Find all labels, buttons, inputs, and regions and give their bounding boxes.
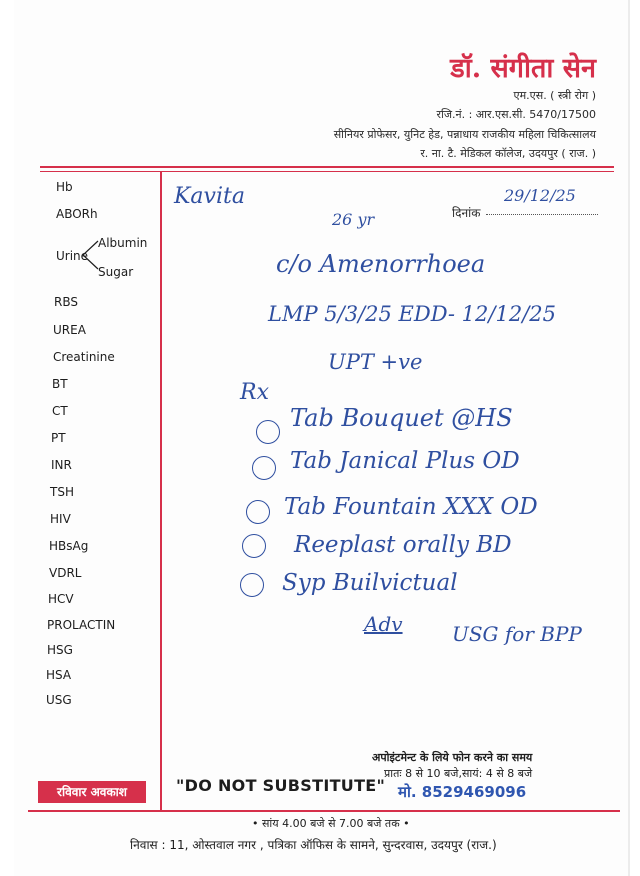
doctor-name: डॉ. संगीता सेन <box>450 53 596 84</box>
evening-timing: • सांय 4.00 बजे से 7.00 बजे तक • <box>252 817 410 830</box>
test-hsa: HSA <box>46 668 72 682</box>
urine-label: Urine <box>56 249 89 263</box>
test-hsg: HSG <box>47 643 73 657</box>
test-sugar: Sugar <box>98 265 134 279</box>
test-hbsag: HBsAg <box>49 539 89 553</box>
test-tsh: TSH <box>50 485 74 499</box>
doctor-designation: सीनियर प्रोफेसर, युनिट हेड, पन्नाधाय राजकीय महिला चिकित्सालय <box>333 128 596 141</box>
residence-address: निवास : 11, ओस्तवाल नगर , पत्रिका ऑफिस के सामने, सुन्दरवास, उदयपुर (राज.) <box>130 838 497 852</box>
lmp-edd: LMP 5/3/25 EDD- 12/12/25 <box>268 302 557 326</box>
test-aborh: ABORh <box>56 207 98 221</box>
test-ct: CT <box>52 404 68 418</box>
test-rbs: RBS <box>54 295 78 309</box>
date-dotted-line <box>486 214 598 215</box>
urine-bracket <box>80 238 100 272</box>
header-divider-thin <box>40 171 614 172</box>
test-hb: Hb <box>56 180 73 194</box>
test-inr: INR <box>51 458 72 472</box>
registration-number: रजि.नं. : आर.एस.सी. 5470/17500 <box>436 108 596 121</box>
item-number-circle-5 <box>240 573 264 597</box>
sunday-holiday-badge: रविवार अवकाश <box>38 781 146 803</box>
rx-item-4: Reeplast orally BD <box>294 532 512 558</box>
rx-item-3: Tab Fountain XXX OD <box>284 494 538 520</box>
phone-number: मो. 8529469096 <box>398 783 527 801</box>
advice-text: USG for BPP <box>452 622 582 646</box>
date-label: दिनांक <box>452 206 481 220</box>
test-hcv: HCV <box>48 592 74 606</box>
rx-item-5: Syp Builvictual <box>282 570 458 596</box>
rx-symbol: Rx <box>240 380 269 405</box>
item-number-circle-1 <box>256 420 280 444</box>
test-bt: BT <box>52 377 68 391</box>
do-not-substitute: "DO NOT SUBSTITUTE" <box>176 776 386 795</box>
chief-complaint: c/o Amenorrhoea <box>276 250 486 278</box>
test-urea: UREA <box>53 323 86 337</box>
item-number-circle-4 <box>242 534 266 558</box>
appointment-title: अपोइंटमेन्ट के लिये फोन करने का समय <box>372 751 533 764</box>
sidebar-divider <box>160 172 162 812</box>
doctor-qualification: एम.एस. ( स्त्री रोग ) <box>513 89 596 102</box>
patient-name: Kavita <box>174 184 245 209</box>
college-name: र. ना. टै. मेडिकल कॉलेज, उदयपुर ( राज. ) <box>420 147 596 160</box>
appointment-hours: प्रातः 8 से 10 बजे,सायं: 4 से 8 बजे <box>384 767 533 780</box>
item-number-circle-3 <box>246 500 270 524</box>
advice-label: Adv <box>364 612 403 636</box>
test-creatinine: Creatinine <box>53 350 115 364</box>
upt-result: UPT +ve <box>328 350 423 374</box>
rx-item-1: Tab Bouquet @HS <box>290 404 513 432</box>
item-number-circle-2 <box>252 456 276 480</box>
footer-divider <box>28 810 620 812</box>
test-hiv: HIV <box>50 512 71 526</box>
test-vdrl: VDRL <box>49 566 82 580</box>
rx-item-2: Tab Janical Plus OD <box>290 448 520 474</box>
handwritten-date: 29/12/25 <box>504 186 576 205</box>
test-usg: USG <box>46 693 72 707</box>
test-prolactin: PROLACTIN <box>47 618 116 632</box>
header-divider <box>40 166 614 168</box>
test-albumin: Albumin <box>98 236 148 250</box>
test-pt: PT <box>51 431 66 445</box>
patient-age: 26 yr <box>332 210 375 229</box>
